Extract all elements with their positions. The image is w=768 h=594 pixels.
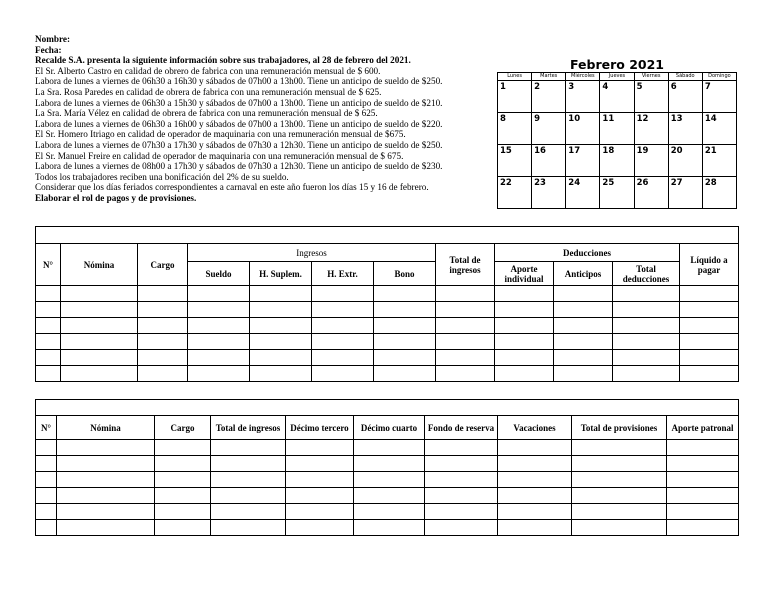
table-cell xyxy=(250,302,312,318)
calendar-title: Febrero 2021 xyxy=(570,57,664,72)
col-vacaciones: Vacaciones xyxy=(498,416,572,440)
table-cell xyxy=(667,504,739,520)
table-cell xyxy=(155,520,211,536)
table-cell xyxy=(354,472,425,488)
table-cell xyxy=(250,350,312,366)
table-cell xyxy=(36,302,61,318)
table-cell xyxy=(613,286,680,302)
table-cell xyxy=(57,472,155,488)
table-cell xyxy=(572,488,667,504)
table-row xyxy=(36,472,739,488)
table-cell xyxy=(495,334,554,350)
table-row xyxy=(36,286,739,302)
fecha-label: Fecha: xyxy=(35,44,62,55)
table-cell xyxy=(211,472,286,488)
table-cell xyxy=(286,520,354,536)
col-decimo-cuarto: Décimo cuarto xyxy=(354,416,425,440)
calendar-day: 22 xyxy=(498,177,532,209)
col-total-ingresos: Total de ingresos xyxy=(436,244,495,286)
table-cell xyxy=(498,440,572,456)
table-cell xyxy=(436,366,495,382)
table-cell xyxy=(667,472,739,488)
table-cell xyxy=(374,350,436,366)
col-cargo: Cargo xyxy=(155,416,211,440)
statement-line: La Sra. Rosa Paredes en calidad de obrera de fabrica con una remuneración mensual de $ 625. xyxy=(35,86,382,97)
calendar-day: 24 xyxy=(566,177,600,209)
calendar-weekday: Jueves xyxy=(600,73,634,81)
statement-line: Todos los trabajadores reciben una bonificación del 2% de su sueldo. xyxy=(35,171,289,182)
table-cell xyxy=(61,318,138,334)
table-cell xyxy=(155,472,211,488)
calendar-day: 6 xyxy=(668,81,702,113)
table-cell xyxy=(188,286,250,302)
calendar-day: 26 xyxy=(634,177,668,209)
table-cell xyxy=(680,366,739,382)
table-cell xyxy=(36,334,61,350)
calendar-weekday: Domingo xyxy=(702,73,736,81)
table-cell xyxy=(354,520,425,536)
table-cell xyxy=(57,488,155,504)
calendar-day: 20 xyxy=(668,145,702,177)
table-cell xyxy=(425,472,498,488)
statement-line: Labora de lunes a viernes de 06h30 a 15h30 y sábados de 07h00 a 13h00. Tiene un anticipo de sueldo de $210. xyxy=(35,97,443,108)
calendar-day: 17 xyxy=(566,145,600,177)
calendar-day: 18 xyxy=(600,145,634,177)
table-cell xyxy=(498,472,572,488)
calendar-day: 11 xyxy=(600,113,634,145)
table-cell xyxy=(138,318,188,334)
col-total-ingresos: Total de ingresos xyxy=(211,416,286,440)
table-cell xyxy=(286,456,354,472)
table-cell xyxy=(425,520,498,536)
table-cell xyxy=(495,350,554,366)
table-cell xyxy=(554,334,613,350)
table-cell xyxy=(36,520,57,536)
calendar-day: 12 xyxy=(634,113,668,145)
table-row xyxy=(36,318,739,334)
table-cell xyxy=(286,488,354,504)
calendar-weekday: Miércoles xyxy=(566,73,600,81)
table-cell xyxy=(155,440,211,456)
table-cell xyxy=(613,350,680,366)
table-cell xyxy=(495,302,554,318)
table-cell xyxy=(498,456,572,472)
col-sueldo: Sueldo xyxy=(188,262,250,286)
statement-line: Labora de lunes a viernes de 08h00 a 17h30 y sábados de 07h30 a 12h30. Tiene un anticipo de sueldo de $230. xyxy=(35,161,443,172)
calendar-weekday: Viernes xyxy=(634,73,668,81)
table-cell xyxy=(36,440,57,456)
table-cell xyxy=(57,456,155,472)
table-cell xyxy=(138,366,188,382)
statement-line: Recalde S.A. presenta la siguiente información sobre sus trabajadores, al 28 de febrero del 2021. xyxy=(35,55,411,66)
table-cell xyxy=(138,302,188,318)
table-cell xyxy=(495,286,554,302)
col-cargo: Cargo xyxy=(138,244,188,286)
table-cell xyxy=(36,350,61,366)
calendar xyxy=(497,57,737,209)
col-bono: Bono xyxy=(374,262,436,286)
table-cell xyxy=(436,334,495,350)
calendar-week xyxy=(498,177,737,209)
table-cell xyxy=(667,488,739,504)
table-cell xyxy=(188,302,250,318)
table-cell xyxy=(312,318,374,334)
col-aporte-individual: Aporte individual xyxy=(495,262,554,286)
table-cell xyxy=(425,456,498,472)
table-cell xyxy=(61,286,138,302)
table-cell xyxy=(36,318,61,334)
calendar-day: 27 xyxy=(668,177,702,209)
calendar-day: 21 xyxy=(702,145,736,177)
table-cell xyxy=(374,366,436,382)
table-cell xyxy=(211,440,286,456)
col-total-deducciones: Total deducciones xyxy=(613,262,680,286)
calendar-day: 7 xyxy=(702,81,736,113)
calendar-day: 10 xyxy=(566,113,600,145)
calendar-day: 19 xyxy=(634,145,668,177)
table-cell xyxy=(250,366,312,382)
table-cell xyxy=(36,504,57,520)
table-cell xyxy=(498,520,572,536)
table-cell xyxy=(554,286,613,302)
table-cell xyxy=(554,302,613,318)
table-row xyxy=(36,504,739,520)
table-cell xyxy=(250,334,312,350)
table-cell xyxy=(36,366,61,382)
table-row xyxy=(36,350,739,366)
col-n: N° xyxy=(36,416,57,440)
calendar-day: 4 xyxy=(600,81,634,113)
table-cell xyxy=(138,350,188,366)
table-cell xyxy=(495,366,554,382)
table-cell xyxy=(554,366,613,382)
col-ingresos: Ingresos xyxy=(188,244,436,262)
table-cell xyxy=(680,302,739,318)
table-row xyxy=(36,334,739,350)
calendar-weekdays xyxy=(498,73,737,81)
col-anticipos: Anticipos xyxy=(554,262,613,286)
table-cell xyxy=(211,504,286,520)
table-cell xyxy=(667,456,739,472)
statement-line: La Sra. María Vélez en calidad de obrera de fabrica con una remuneración mensual de $ 625. xyxy=(35,108,378,119)
table-cell xyxy=(354,456,425,472)
calendar-week xyxy=(498,113,737,145)
rol-de-pagos-table xyxy=(35,226,739,382)
table-cell xyxy=(312,286,374,302)
table-cell xyxy=(188,334,250,350)
table-cell xyxy=(613,366,680,382)
table-cell xyxy=(613,302,680,318)
table-row xyxy=(36,302,739,318)
col-fondo-reserva: Fondo de reserva xyxy=(425,416,498,440)
table-cell xyxy=(211,520,286,536)
table-cell xyxy=(572,472,667,488)
calendar-weekday: Lunes xyxy=(498,73,532,81)
table-row xyxy=(36,488,739,504)
col-nomina: Nómina xyxy=(57,416,155,440)
table-cell xyxy=(188,366,250,382)
table-cell xyxy=(667,440,739,456)
calendar-day: 5 xyxy=(634,81,668,113)
table-cell xyxy=(436,318,495,334)
statement-lines xyxy=(35,55,497,203)
table-cell xyxy=(57,504,155,520)
calendar-day: 2 xyxy=(532,81,566,113)
table-cell xyxy=(425,440,498,456)
table-title-row xyxy=(36,400,739,416)
table-cell xyxy=(572,440,667,456)
table-cell xyxy=(425,504,498,520)
statement-line: Labora de lunes a viernes de 06h30 a 16h00 y sábados de 07h00 a 13h00. Tiene un anticipo de sueldo de $220. xyxy=(35,118,443,129)
table-cell xyxy=(613,334,680,350)
col-h-suplem: H. Suplem. xyxy=(250,262,312,286)
calendar-day: 28 xyxy=(702,177,736,209)
table-cell xyxy=(286,472,354,488)
provisiones-table xyxy=(35,399,739,536)
calendar-day: 16 xyxy=(532,145,566,177)
table-cell xyxy=(312,302,374,318)
table-cell xyxy=(572,520,667,536)
table-cell xyxy=(188,318,250,334)
table-row xyxy=(36,440,739,456)
table-cell xyxy=(554,350,613,366)
calendar-weekday: Sábado xyxy=(668,73,702,81)
exercise-statement xyxy=(35,34,497,204)
table-cell xyxy=(138,334,188,350)
table-cell xyxy=(554,318,613,334)
col-n: N° xyxy=(36,244,61,286)
table-cell xyxy=(680,350,739,366)
table-cell xyxy=(57,520,155,536)
table-row xyxy=(36,456,739,472)
table-cell xyxy=(680,318,739,334)
table-row xyxy=(36,520,739,536)
table-cell xyxy=(667,520,739,536)
table-cell xyxy=(374,286,436,302)
col-aporte-patronal: Aporte patronal xyxy=(667,416,739,440)
table-cell xyxy=(155,504,211,520)
col-h-extr: H. Extr. xyxy=(312,262,374,286)
statement-line: Labora de lunes a viernes de 06h30 a 16h30 y sábados de 07h00 a 13h00. Tiene un anticipo de sueldo de $250. xyxy=(35,76,443,87)
table-cell xyxy=(250,318,312,334)
table-cell xyxy=(374,334,436,350)
table-cell xyxy=(36,456,57,472)
table-cell xyxy=(155,488,211,504)
calendar-day: 8 xyxy=(498,113,532,145)
table-cell xyxy=(61,334,138,350)
table-cell xyxy=(436,286,495,302)
col-liquido: Líquido a pagar xyxy=(680,244,739,286)
table-cell xyxy=(61,366,138,382)
calendar-day: 3 xyxy=(566,81,600,113)
table-cell xyxy=(211,456,286,472)
table-cell xyxy=(312,366,374,382)
table-cell xyxy=(312,334,374,350)
table-cell xyxy=(572,456,667,472)
table-cell xyxy=(354,504,425,520)
table-cell xyxy=(57,440,155,456)
table-cell xyxy=(155,456,211,472)
table-cell xyxy=(572,504,667,520)
statement-line: El Sr. Homero Itriago en calidad de operador de maquinaria con una remuneración mensual de $675. xyxy=(35,129,406,140)
table-cell xyxy=(61,302,138,318)
calendar-week xyxy=(498,145,737,177)
table-cell xyxy=(354,488,425,504)
calendar-day: 25 xyxy=(600,177,634,209)
col-total-provisiones: Total de provisiones xyxy=(572,416,667,440)
table-cell xyxy=(188,350,250,366)
calendar-day: 13 xyxy=(668,113,702,145)
table-cell xyxy=(436,302,495,318)
table-cell xyxy=(312,350,374,366)
table-cell xyxy=(286,440,354,456)
table-cell xyxy=(36,488,57,504)
table-cell xyxy=(425,488,498,504)
calendar-day: 23 xyxy=(532,177,566,209)
calendar-day: 1 xyxy=(498,81,532,113)
table-cell xyxy=(374,318,436,334)
table-cell xyxy=(495,318,554,334)
calendar-week xyxy=(498,81,737,113)
calendar-day: 9 xyxy=(532,113,566,145)
table-cell xyxy=(498,488,572,504)
statement-line: Elaborar el rol de pagos y de provisiones. xyxy=(35,192,197,203)
table-cell xyxy=(436,350,495,366)
table-cell xyxy=(250,286,312,302)
calendar-day: 15 xyxy=(498,145,532,177)
table-cell xyxy=(211,488,286,504)
table-cell xyxy=(36,472,57,488)
calendar-grid xyxy=(497,72,737,209)
table-cell xyxy=(613,318,680,334)
table-cell xyxy=(61,350,138,366)
statement-line: El Sr. Manuel Freire en calidad de operador de maquinaria con una remuneración mensual de $ 675. xyxy=(35,150,404,161)
col-deducciones: Deducciones xyxy=(495,244,680,262)
statement-line: El Sr. Alberto Castro en calidad de obrero de fabrica con una remuneración mensual de $ 600. xyxy=(35,65,381,76)
col-nomina: Nómina xyxy=(61,244,138,286)
table-cell xyxy=(374,302,436,318)
table-cell xyxy=(680,286,739,302)
table-cell xyxy=(138,286,188,302)
table-cell xyxy=(36,286,61,302)
table-cell xyxy=(286,504,354,520)
statement-line: Considerar que los días feriados correspondientes a carnaval en este año fueron los días 15 y 16 de febrero. xyxy=(35,182,429,193)
calendar-weekday: Martes xyxy=(532,73,566,81)
table-cell xyxy=(680,334,739,350)
table-row xyxy=(36,366,739,382)
nombre-label: Nombre: xyxy=(35,34,71,44)
table-title-row xyxy=(36,227,739,244)
table-cell xyxy=(498,504,572,520)
table-cell xyxy=(354,440,425,456)
statement-line: Labora de lunes a viernes de 07h30 a 17h30 y sábados de 07h30 a 12h30. Tiene un anticipo de sueldo de $250. xyxy=(35,139,443,150)
col-decimo-tercero: Décimo tercero xyxy=(286,416,354,440)
calendar-day: 14 xyxy=(702,113,736,145)
